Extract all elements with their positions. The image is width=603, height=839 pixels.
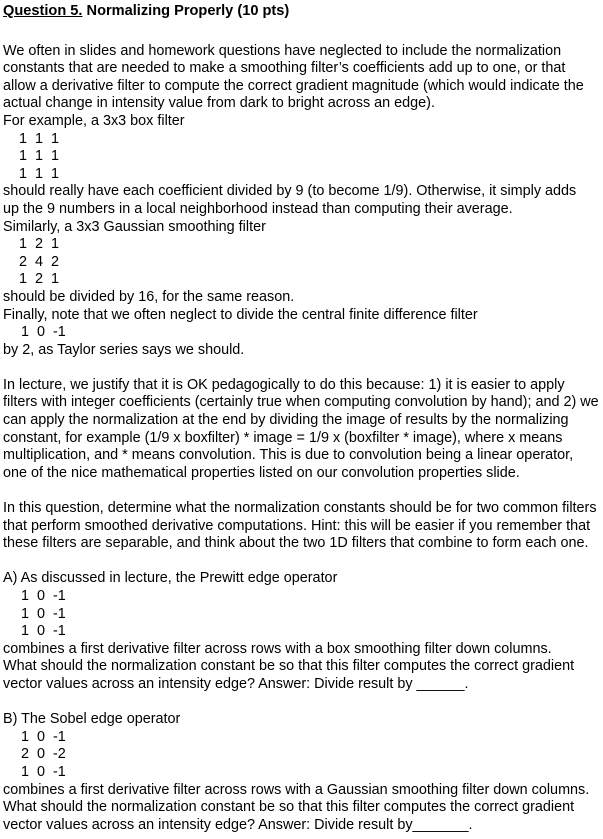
text-line: can apply the normalization at the end by dividing the image of results by the normalizing (3, 412, 569, 429)
matrix-row: 1 0 -1 (21, 324, 66, 341)
matrix-row: 1 0 -1 (21, 728, 66, 745)
matrix-row: 1 2 1 (19, 236, 60, 253)
part-b (3, 711, 603, 834)
prewitt-matrix (3, 588, 603, 641)
question-number: Question 5. (3, 3, 83, 19)
text-line: combines a first derivative filter across rows with a box smoothing filter down columns. (3, 640, 552, 657)
matrix-row: 1 0 -1 (21, 763, 66, 780)
matrix-row: 2 4 2 (19, 253, 60, 270)
matrix-row: 1 1 1 (19, 148, 60, 165)
matrix-row: 1 1 1 (19, 130, 60, 147)
text-line: these filters are separable, and think about the two 1D filters that combine to form each one. (3, 535, 589, 552)
matrix-row: 1 0 -1 (21, 588, 66, 604)
text-line: that perform smoothed derivative computations. Hint: this will be easier if you remember that (3, 517, 591, 534)
matrix-row: 1 1 1 (19, 165, 60, 182)
gaussian-filter-text (3, 289, 603, 324)
text-line: Finally, note that we often neglect to divide the central finite difference filter (3, 306, 478, 323)
difference-filter-text: by 2, as Taylor series says we should. (3, 341, 245, 358)
text-line: multiplication, and * means convolution. This is due to convolution being a linear operator, (3, 447, 574, 464)
text-line: constants that are needed to make a smoothing filter’s coefficients add up to one, or that (3, 60, 566, 77)
text-line: What should the normalization constant be so that this filter computes the correct gradient (3, 799, 575, 816)
spacer (3, 694, 603, 712)
sobel-matrix (3, 729, 603, 782)
text-line: allow a derivative filter to compute the correct gradient magnitude (which would indicate the (3, 77, 584, 94)
text-line: What should the normalization constant be so that this filter computes the correct gradient (3, 658, 575, 675)
text-line: constant, for example (1/9 x boxfilter) * image = 1/9 x (boxfilter * image), where x means (3, 429, 563, 446)
part-a-heading: A) As discussed in lecture, the Prewitt edge operator (3, 570, 338, 587)
intro-paragraph (3, 43, 603, 131)
box-filter-matrix (3, 131, 603, 184)
part-a (3, 570, 603, 693)
question-title (3, 3, 603, 21)
answer-line-b: vector values across an intensity edge? Answer: Divide result by_______. (3, 816, 473, 833)
text-line: combines a first derivative filter across rows with a Gaussian smoothing filter down columns. (3, 781, 590, 798)
difference-filter-matrix (3, 324, 603, 342)
part-b-heading: B) The Sobel edge operator (3, 711, 181, 728)
spacer (3, 482, 603, 500)
document-page (3, 3, 603, 834)
text-line: Similarly, a 3x3 Gaussian smoothing filter (3, 218, 266, 235)
matrix-row: 2 0 -2 (21, 746, 66, 763)
text-line: We often in slides and homework questions have neglected to include the normalization (3, 42, 562, 59)
answer-line-a: vector values across an intensity edge? Answer: Divide result by ______. (3, 675, 469, 692)
text-line: In this question, determine what the normalization constants should be for two common filters (3, 500, 597, 517)
matrix-row: 1 0 -1 (21, 605, 66, 622)
spacer (3, 553, 603, 571)
text-line: actual change in intensity value from dark to bright across an edge). (3, 95, 435, 112)
spacer (3, 359, 603, 377)
text-line: up the 9 numbers in a local neighborhood instead than computing their average. (3, 200, 513, 217)
gaussian-filter-matrix (3, 236, 603, 289)
matrix-row: 1 0 -1 (21, 623, 66, 640)
text-line: In lecture, we justify that it is OK pedagogically to do this because: 1) it is easier to apply (3, 376, 565, 393)
lecture-paragraph (3, 377, 603, 483)
text-line: filters with integer coefficients (certainly true when computing convolution by hand); and 2) we (3, 394, 599, 411)
box-filter-text (3, 183, 603, 236)
text-line: For example, a 3x3 box filter (3, 112, 185, 129)
text-line: should be divided by 16, for the same reason. (3, 288, 295, 305)
text-line: should really have each coefficient divided by 9 (to become 1/9). Otherwise, it simply adds (3, 183, 577, 200)
question-paragraph (3, 500, 603, 553)
question-heading: Normalizing Properly (10 pts) (82, 3, 290, 19)
matrix-row: 1 2 1 (19, 271, 60, 288)
text-line: one of the nice mathematical properties listed on our convolution properties slide. (3, 464, 520, 481)
